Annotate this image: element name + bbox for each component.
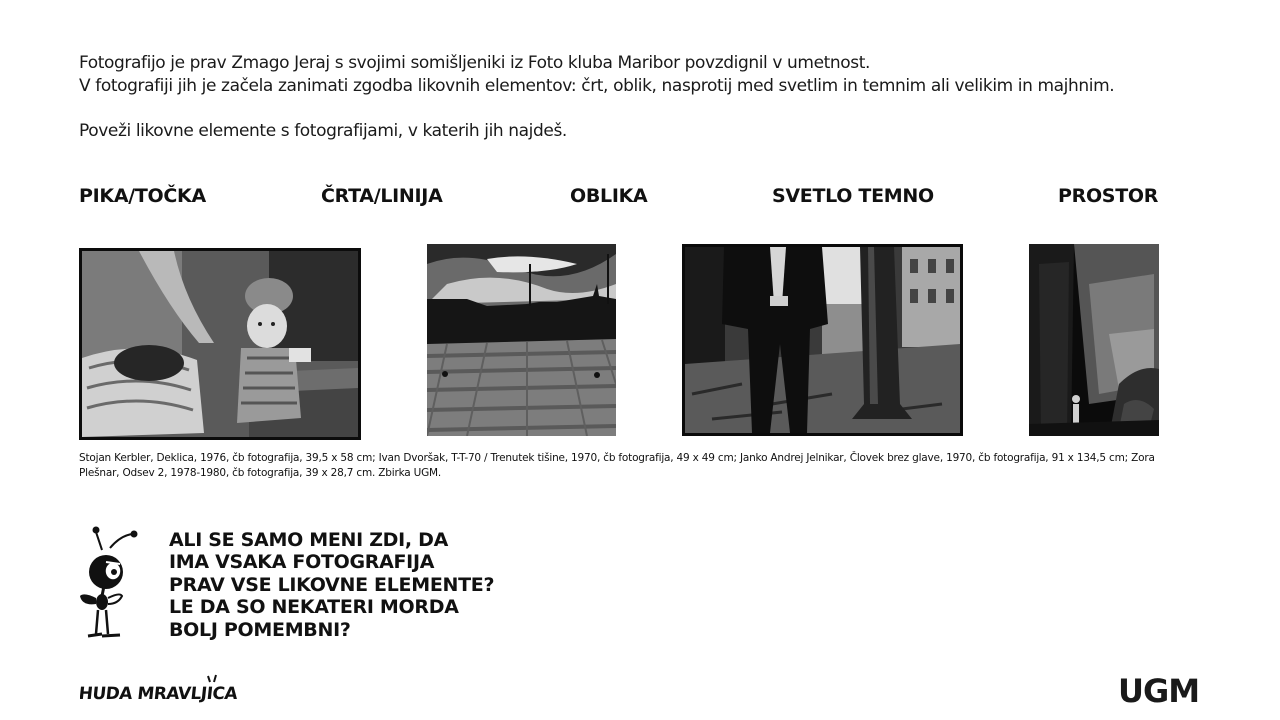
photo-trenutek-tisine[interactable] [427, 244, 616, 436]
photo-clovek-brez-glave[interactable] [682, 244, 963, 436]
category-oblika[interactable]: OBLIKA [570, 185, 648, 207]
question-line-1: ALI SE SAMO MENI ZDI, DA [169, 529, 449, 551]
photo-caption: Stojan Kerbler, Deklica, 1976, čb fotografija, 39,5 x 58 cm; Ivan Dvoršak, T-T-70 / Trenutek tišine, 1970, čb fotografija, 49 x 49 cm; Janko Andrej Jelnikar, Človek brez glave, 1970, čb fotografija, 91 x 134,5 cm; Zora Plešnar, Odsev 2, 1978-1980, čb fotografija, 39 x 28,7 cm. Zbirka UGM. [79, 452, 1155, 479]
intro-text [79, 52, 1199, 143]
question-line-5: BOLJ POMEMBNI? [169, 618, 351, 641]
question-line-2: IMA VSAKA FOTOGRAFIJA [169, 551, 435, 574]
photo-odsev-2[interactable] [1029, 244, 1159, 436]
category-prostor[interactable]: PROSTOR [1058, 185, 1159, 207]
task-instruction: Poveži likovne elemente s fotografijami, v katerih jih najdeš. [79, 121, 567, 141]
huda-mravljica-text: HUDA MRAVLJICA [80, 684, 239, 704]
intro-line-2: V fotografiji jih je začela zanimati zgodba likovnih elementov: črt, oblik, nasprotij med svetlim in temnim ali velikim in majhnim. [79, 76, 1115, 96]
photo-deklica[interactable] [79, 248, 361, 440]
category-crta-linija[interactable]: ČRTA/LINIJA [321, 185, 443, 207]
question-line-3: PRAV VSE LIKOVNE ELEMENTE? [169, 573, 495, 596]
category-svetlo-temno[interactable]: SVETLO TEMNO [772, 185, 934, 207]
mascot-question [169, 529, 494, 641]
category-pika-tocka[interactable]: PIKA/TOČKA [79, 185, 206, 207]
huda-mravljica-logo [80, 672, 240, 706]
intro-line-1: Fotografijo je prav Zmago Jeraj s svojimi somišljeniki iz Foto kluba Maribor povzdignil v umetnost. [79, 53, 870, 73]
ugm-logo: UGM [1118, 672, 1200, 710]
ant-mascot-icon [76, 526, 142, 644]
question-line-4: LE DA SO NEKATERI MORDA [169, 596, 459, 619]
